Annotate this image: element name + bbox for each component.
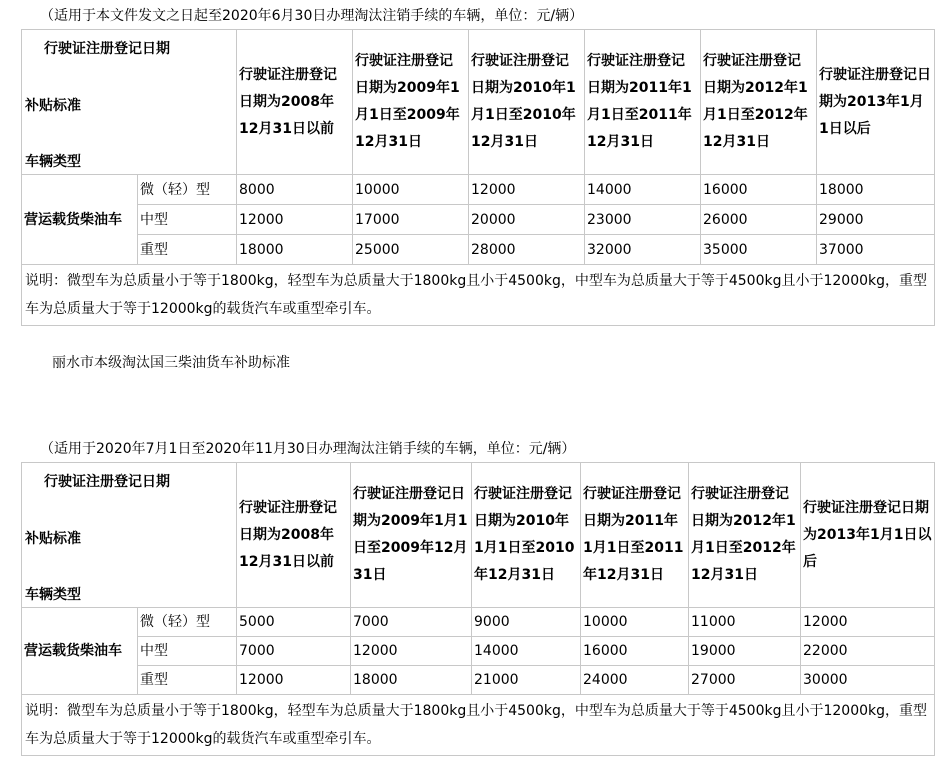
vehicle-type: 中型 — [138, 205, 237, 235]
subsidy-value: 18000 — [237, 235, 353, 265]
table2-caption: （适用于2020年7月1日至2020年11月30日办理淘汰注销手续的车辆，单位：元/辆） — [40, 441, 576, 457]
column-header: 行驶证注册登记日期为2013年1月1日以后 — [817, 30, 935, 175]
subsidy-value: 19000 — [689, 637, 801, 666]
header-corner — [22, 463, 237, 608]
subsidy-value: 29000 — [817, 205, 935, 235]
subsidy-value: 10000 — [353, 175, 469, 205]
subsidy-label: 补贴标准 — [25, 98, 81, 114]
subsidy-value: 24000 — [581, 666, 689, 695]
subsidy-value: 12000 — [801, 608, 935, 637]
column-header: 行驶证注册登记日期为2012年1月1日至2012年12月31日 — [689, 463, 801, 608]
column-header: 行驶证注册登记日期为2011年1月1日至2011年12月31日 — [581, 463, 689, 608]
subsidy-value: 7000 — [237, 637, 351, 666]
subsidy-value: 37000 — [817, 235, 935, 265]
subsidy-value: 35000 — [701, 235, 817, 265]
subsidy-value: 12000 — [351, 637, 472, 666]
column-header: 行驶证注册登记日期为2010年1月1日至2010年12月31日 — [469, 30, 585, 175]
subsidy-value: 18000 — [351, 666, 472, 695]
subsidy-value: 32000 — [585, 235, 701, 265]
column-header: 行驶证注册登记日期为2011年1月1日至2011年12月31日 — [585, 30, 701, 175]
subsidy-value: 26000 — [701, 205, 817, 235]
table-row — [22, 608, 935, 637]
subsidy-value: 11000 — [689, 608, 801, 637]
table-row — [22, 235, 935, 265]
subsidy-value: 22000 — [801, 637, 935, 666]
vehicle-category: 营运载货柴油车 — [22, 175, 138, 265]
vehicle-category: 营运载货柴油车 — [22, 608, 138, 695]
subsidy-table-1 — [21, 29, 935, 326]
column-header: 行驶证注册登记日期为2012年1月1日至2012年12月31日 — [701, 30, 817, 175]
table-note: 说明：微型车为总质量小于等于1800kg，轻型车为总质量大于1800kg且小于4500kg，中型车为总质量大于等于4500kg且小于12000kg，重型车为总质量大于等于12000kg的载货汽车或重型牵引车。 — [22, 695, 935, 756]
subsidy-value: 14000 — [585, 175, 701, 205]
column-header: 行驶证注册登记日期为2013年1月1日以后 — [801, 463, 935, 608]
subsidy-value: 10000 — [581, 608, 689, 637]
vehicle-type: 重型 — [138, 235, 237, 265]
vehicle-type: 微（轻）型 — [138, 608, 237, 637]
subsidy-value: 12000 — [237, 205, 353, 235]
subsidy-value: 30000 — [801, 666, 935, 695]
subsidy-value: 5000 — [237, 608, 351, 637]
subsidy-value: 21000 — [472, 666, 581, 695]
subsidy-label: 补贴标准 — [25, 531, 81, 547]
table-row — [22, 666, 935, 695]
subsidy-value: 23000 — [585, 205, 701, 235]
table-row — [22, 637, 935, 666]
vehicle-type: 微（轻）型 — [138, 175, 237, 205]
table1-caption: （适用于本文件发文之日起至2020年6月30日办理淘汰注销手续的车辆，单位：元/辆） — [40, 8, 584, 24]
subsidy-value: 16000 — [581, 637, 689, 666]
subsidy-value: 8000 — [237, 175, 353, 205]
column-header: 行驶证注册登记日期为2009年1月1日至2009年12月31日 — [353, 30, 469, 175]
subsidy-value: 7000 — [351, 608, 472, 637]
column-header: 行驶证注册登记日期为2010年1月1日至2010年12月31日 — [472, 463, 581, 608]
subsidy-value: 12000 — [237, 666, 351, 695]
table-note: 说明：微型车为总质量小于等于1800kg，轻型车为总质量大于1800kg且小于4500kg，中型车为总质量大于等于4500kg且小于12000kg，重型车为总质量大于等于12000kg的载货汽车或重型牵引车。 — [22, 265, 935, 326]
subsidy-table-2 — [21, 462, 935, 756]
vehicle-type: 重型 — [138, 666, 237, 695]
subsidy-value: 20000 — [469, 205, 585, 235]
subsidy-value: 17000 — [353, 205, 469, 235]
subsidy-value: 9000 — [472, 608, 581, 637]
date-label: 行驶证注册登记日期 — [44, 41, 170, 57]
vehicle-type-label: 车辆类型 — [25, 587, 81, 603]
subsidy-value: 25000 — [353, 235, 469, 265]
subsidy-value: 27000 — [689, 666, 801, 695]
page-subtitle: 丽水市本级淘汰国三柴油货车补助标准 — [52, 355, 290, 371]
table-row — [22, 205, 935, 235]
column-header: 行驶证注册登记日期为2008年12月31日以前 — [237, 30, 353, 175]
subsidy-value: 28000 — [469, 235, 585, 265]
vehicle-type: 中型 — [138, 637, 237, 666]
subsidy-value: 14000 — [472, 637, 581, 666]
header-corner — [22, 30, 237, 175]
table-row — [22, 175, 935, 205]
subsidy-value: 18000 — [817, 175, 935, 205]
column-header: 行驶证注册登记日期为2009年1月1日至2009年12月31日 — [351, 463, 472, 608]
date-label: 行驶证注册登记日期 — [44, 474, 170, 490]
subsidy-value: 12000 — [469, 175, 585, 205]
column-header: 行驶证注册登记日期为2008年12月31日以前 — [237, 463, 351, 608]
vehicle-type-label: 车辆类型 — [25, 154, 81, 170]
subsidy-value: 16000 — [701, 175, 817, 205]
